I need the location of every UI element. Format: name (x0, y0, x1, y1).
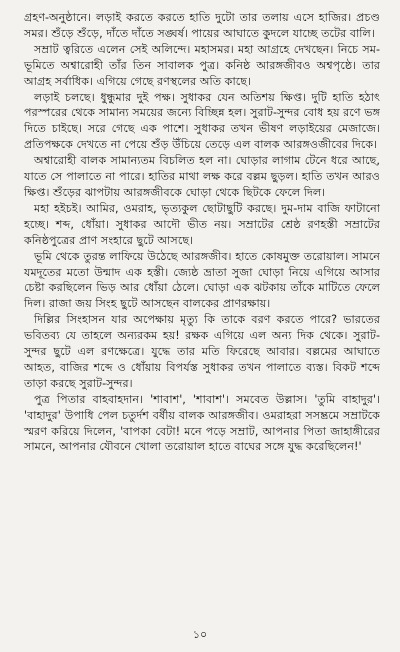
paragraph-8: পুত্র পিতার বাহবাহদান। 'শাবাশ', 'শাবাশ'। সমবেত উল্লাস। 'তুমি বাহাদুর'। 'বাহাদুর' উপাধি পেল চতুর্দশ বর্ষীয় বালক আরঙ্গজীব। ওমরাহরা সসম্ভ্রমে সম্রাটকে স্মরণ করিয়ে দিলেন, 'বাপকা বেটা! মনে পড়ে সম্রাট, আপনার পিতা জাহাঙ্গীরের সামনে, আপনার যৌবনে খোলা তরোয়াল হাতে বাঘের সঙ্গে যুদ্ধ করেছিলেন!' (24, 392, 380, 454)
paragraph-1: গ্রহণ-অনুষ্ঠানে। লড়াই করতে করতে হাতি দুটো তার তলায় এসে হাজির। প্রচণ্ড সমর। শুঁড়ে শুঁড়ে, দাঁতে দাঁতে সঙ্ঘর্ষ। পায়ের আঘাতে কুদলে যাচ্ছে তটের বালি। (24, 11, 380, 40)
page-number: ১০ (192, 628, 208, 641)
paragraph-4: অশ্বারোহী বালক সামান্যতম বিচলিত হল না। ঘোড়ার লাগাম টেনে ধরে আছে, যাতে সে পালাতে না পারে। হাতির মাথা লক্ষ করে বল্লম ছুড়ল। হাতি তখন আরও ক্ষিপ্ত। শুঁড়ের ঝাপটায় আরঙ্গজীবকে ঘোড়া থেকে ছিটকে ফেলে দিল। (24, 154, 380, 199)
paragraph-5: মহা হইচই। আমির, ওমরাহ, ভৃত্যকুল ছোটাছুটি করছে। দুম-দাম বাজি ফাটানো হচ্ছে। শব্দ, ধোঁয়া। সুধাকর আদৌ ভীত নয়। সম্রাটের শ্রেষ্ঠ রণহস্তী সম্রাটের কনিষ্ঠপুত্রের প্রাণ সংহারে ছুটে আসছে। (24, 201, 380, 247)
paragraph-7: দিল্লির সিংহাসন যার অপেক্ষায় মৃত্যু কি তাকে বরণ করতে পারে? ভারতের ভবিতব্য যে তাহলে অন্যরকম হয়! রক্ষক এগিয়ে এল অন্য দিক থেকে। সুরাট-সুন্দর ছুটে এল রণক্ষেত্রে। যুদ্ধে তার মতি ফিরেছে আবার। বল্লমের আঘাতে আহত, বাজির শব্দে ও ধোঁয়ায় বিপর্যস্ত সুধাকর তখন পালাতে ব্যস্ত। বিকট শব্দে তাড়া করছে সুরাট-সুন্দর। (24, 313, 380, 390)
body-text (24, 10, 380, 455)
paragraph-2: সম্রাট ত্বরিতে এলেন সেই অলিন্দে। মহাসমর। মহা আগ্রহে দেখছেন। নিচে সম-ভূমিতে অশ্বারোহী তাঁর তিন সাবালক পুত্র। কনিষ্ঠ আরঙ্গজীবও অশ্বপৃষ্ঠে। তার আগ্রহ সর্বাধিক। এগিয়ে গেছে রণস্থলের অতি কাছে। (24, 42, 380, 88)
paragraph-6: ভূমি থেকে তুরন্ত লাফিয়ে উঠেছে আরঙ্গজীব। হাতে কোষমুক্ত তরোয়াল। সামনে যমদূতের মতো উন্মাদ এক হস্তী। জ্যেষ্ঠ ভ্রাতা সুজা ঘোড়া নিয়ে এগিয়ে আসার চেষ্টা করছিলেন ভিড় আর ধোঁয়া ঠেলে। ঘোড়া এক ঝটকায় তাঁকে মাটিতে ফেলে দিল। রাজা জয় সিংহ ছুটে আসছেন বালকের প্রাণরক্ষায়। (24, 249, 380, 311)
paragraph-3: লড়াই চলছে। ধুন্ধুমার দুই পক্ষ। সুধাকর যেন অতিশয় ক্ষিপ্ত। দুটি হাতি হঠাৎ পরস্পরের থেকে সামান্য সময়ের জন্যে বিচ্ছিন্ন হল। সুরাট-সুন্দর বোধ হয় রণে ভঙ্গ দিতে চাইছে। সরে গেছে এক পাশে। সুধাকর তখন ভীষণ লড়াইয়ের মেজাজে। প্রতিপক্ষকে দেখতে না পেয়ে শুঁড় উঁচিয়ে তেড়ে এল বালক আরঙ্গওজীবের দিকে। (24, 90, 380, 152)
